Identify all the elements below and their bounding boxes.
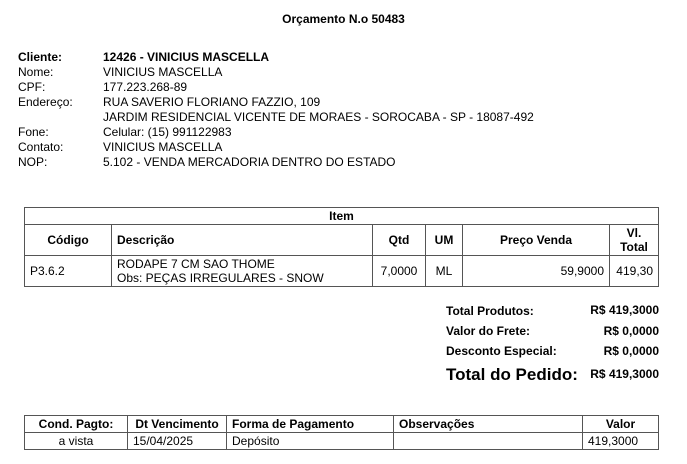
total-produtos-label: Total Produtos: xyxy=(446,304,534,318)
items-table xyxy=(24,207,659,287)
total-produtos-value: R$ 419,3000 xyxy=(590,303,659,317)
valor-frete-label: Valor do Frete: xyxy=(446,324,531,338)
item-total: 419,30 xyxy=(610,256,659,287)
endereco-line2: JARDIM RESIDENCIAL VICENTE DE MORAES - SOROCABA - SP - 18087-492 xyxy=(103,110,534,124)
col-forma-header: Forma de Pagamento xyxy=(227,416,394,433)
endereco-line1: RUA SAVERIO FLORIANO FAZZIO, 109 xyxy=(103,95,321,109)
item-descricao-cell xyxy=(112,256,373,287)
col-total-header: Vl. Total xyxy=(610,225,659,256)
col-qtd-header: Qtd xyxy=(373,225,426,256)
item-codigo: P3.6.2 xyxy=(25,256,112,287)
pay-forma: Depósito xyxy=(227,433,394,450)
cliente-label: Cliente: xyxy=(18,50,63,64)
nome-value: VINICIUS MASCELLA xyxy=(103,65,223,79)
pay-vencimento: 15/04/2025 xyxy=(128,433,227,450)
total-pedido-value: R$ 419,3000 xyxy=(590,367,659,381)
contato-value: VINICIUS MASCELLA xyxy=(103,140,223,154)
col-um-header: UM xyxy=(426,225,463,256)
total-pedido-label: Total do Pedido: xyxy=(446,365,578,384)
fone-value: Celular: (15) 991122983 xyxy=(103,125,232,139)
col-valor-header: Valor xyxy=(583,416,659,433)
contato-label: Contato: xyxy=(18,140,64,154)
endereco-label: Endereço: xyxy=(18,95,73,109)
table-row xyxy=(25,256,659,287)
cpf-value: 177.223.268-89 xyxy=(103,80,188,94)
document-title: Orçamento N.o 50483 xyxy=(282,12,405,26)
col-vencimento-header: Dt Vencimento xyxy=(128,416,227,433)
valor-frete-value: R$ 0,0000 xyxy=(603,324,659,338)
desconto-value: R$ 0,0000 xyxy=(603,344,659,358)
item-qtd: 7,0000 xyxy=(373,256,426,287)
item-preco: 59,9000 xyxy=(463,256,610,287)
cpf-label: CPF: xyxy=(18,80,46,94)
pay-valor: 419,3000 xyxy=(583,433,659,450)
items-caption: Item xyxy=(25,208,659,225)
fone-label: Fone: xyxy=(18,125,49,139)
nop-value: 5.102 - VENDA MERCADORIA DENTRO DO ESTADO xyxy=(103,155,396,169)
col-cond-header: Cond. Pagto: xyxy=(25,416,128,433)
col-preco-header: Preço Venda xyxy=(463,225,610,256)
pay-cond: a vista xyxy=(25,433,128,450)
desconto-label: Desconto Especial: xyxy=(446,344,557,358)
col-descricao-header: Descrição xyxy=(112,225,373,256)
col-obs-header: Observações xyxy=(394,416,583,433)
nop-label: NOP: xyxy=(18,155,48,169)
payment-table xyxy=(24,415,659,450)
cliente-value: 12426 - VINICIUS MASCELLA xyxy=(103,50,270,64)
col-codigo-header: Código xyxy=(25,225,112,256)
nome-label: Nome: xyxy=(18,65,54,79)
item-obs: Obs: PEÇAS IRREGULARES - SNOW xyxy=(117,271,324,285)
item-descricao: RODAPE 7 CM SAO THOME xyxy=(117,257,275,271)
pay-obs xyxy=(394,433,583,450)
table-row xyxy=(25,433,659,450)
item-um: ML xyxy=(426,256,463,287)
